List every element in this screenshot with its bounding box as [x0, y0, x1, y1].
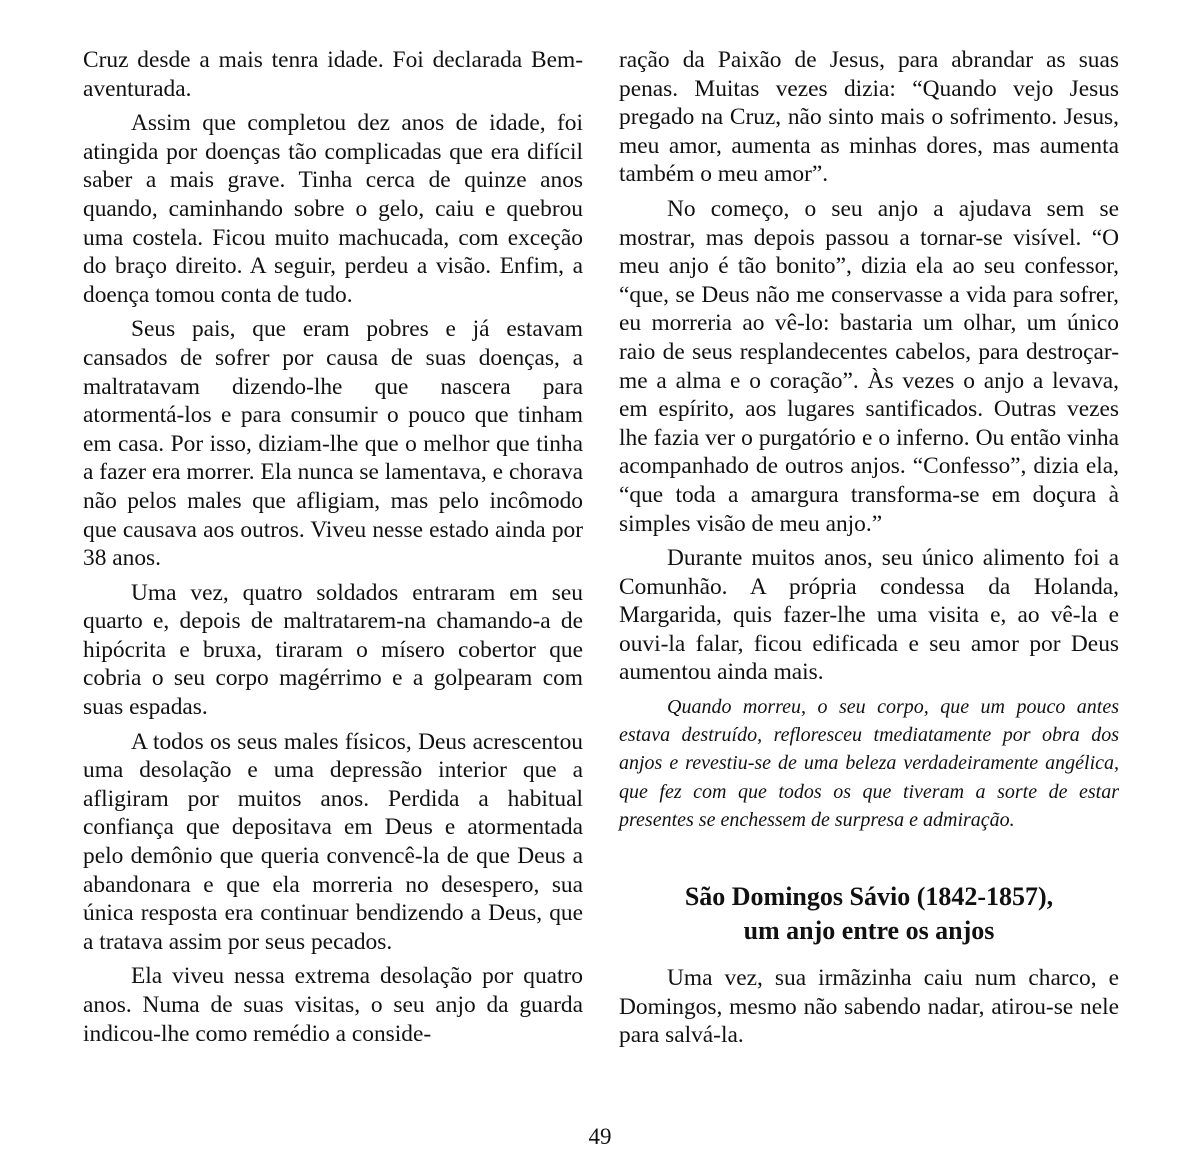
- page-number: 49: [588, 1124, 612, 1149]
- paragraph: A todos os seus males físicos, Deus acrescentou uma desolação e uma depressão interior que a afligiram por muitos anos. Perdida a habitual confiança que depositava em Deus e atormentada pelo demônio que queria convencê-la de que Deus a abandonara e que ela morreria no desespero, sua única resposta era continuar bendizendo a Deus, que a tratava assim por seus pecados.: [83, 728, 583, 955]
- right-column: [619, 46, 1119, 1056]
- paragraph: Seus pais, que eram pobres e já estavam cansados de sofrer por causa de suas doenças, a maltratavam dizendo-lhe que nascera para atormentá-los e para consumir o pouco que tinham em casa. Por isso, diziam-lhe que o melhor que tinha a fazer era morrer. Ela nunca se lamentava, e chorava não pelos males que afligiam, mas pelo incômodo que causava aos outros. Viveu nesse estado ainda por 38 anos.: [83, 316, 583, 572]
- paragraph: Assim que completou dez anos de idade, foi atingida por doenças tão complicadas que era difícil saber a mais grave. Tinha cerca de quinze anos quando, caminhando sobre o gelo, caiu e quebrou uma costela. Ficou muito machucada, com exceção do braço direito. A seguir, perdeu a visão. Enfim, a doença tomou conta de tudo.: [83, 110, 583, 308]
- paragraph: Uma vez, sua irmãzinha caiu num charco, e Domingos, mesmo não sabendo nadar, atirou-se nele para salvá-la.: [619, 965, 1119, 1049]
- section-heading: [619, 880, 1119, 948]
- paragraph: ração da Paixão de Jesus, para abrandar as suas penas. Muitas vezes dizia: “Quando vejo Jesus pregado na Cruz, não sinto mais o sofrimento. Jesus, meu amor, aumenta as minhas dores, mas aumenta também o meu amor”.: [619, 47, 1119, 188]
- paragraph: Uma vez, quatro soldados entraram em seu quarto e, depois de maltratarem-na chamando-a de hipócrita e bruxa, tiraram o mísero cobertor que cobria o seu corpo magérrimo e a golpearam com suas espadas.: [83, 579, 583, 721]
- paragraph: No começo, o seu anjo a ajudava sem se mostrar, mas depois passou a tornar-se visível. “O meu anjo é tão bonito”, dizia ela ao seu confessor, “que, se Deus não me conservasse a vida para sofrer, eu morreria ao vê-lo: bastaria um olhar, um único raio de seus resplandecentes cabelos, para destroçar-me a alma e o coração”. Às vezes o anjo a levava, em espírito, aos lugares santificados. Outras vezes lhe fazia ver o purgatório e o inferno. Ou então vinha acompanhado de outros anjos. “Confesso”, dizia ela, “que toda a amargura transforma-se em doçura à simples visão de meu anjo.”: [619, 195, 1119, 537]
- italic-paragraph: Quando morreu, o seu corpo, que um pouco antes estava destruído, refloresceu tmediatamente por obra dos anjos e revestiu-se de uma beleza verdadeiramente angélica, que fez com que todos os que tiveram a sorte de estar presentes se enchessem de surpresa e admiração.: [619, 696, 1119, 831]
- paragraph: Ela viveu nessa extrema desolação por quatro anos. Numa de suas visitas, o seu anjo da guarda indicou-lhe como remédio a conside-: [83, 963, 583, 1047]
- left-column: [83, 46, 583, 1054]
- paragraph: Durante muitos anos, seu único alimento foi a Comunhão. A própria condessa da Holanda, Margarida, quis fazer-lhe uma visita e, ao vê-la e ouvi-la falar, ficou edificada e seu amor por Deus aumentou ainda mais.: [619, 545, 1119, 686]
- paragraph: Cruz desde a mais tenra idade. Foi declarada Bem-aventurada.: [83, 47, 583, 102]
- section-heading-line: São Domingos Sávio (1842-1857),: [684, 882, 1054, 912]
- section-heading-line: um anjo entre os anjos: [743, 916, 995, 946]
